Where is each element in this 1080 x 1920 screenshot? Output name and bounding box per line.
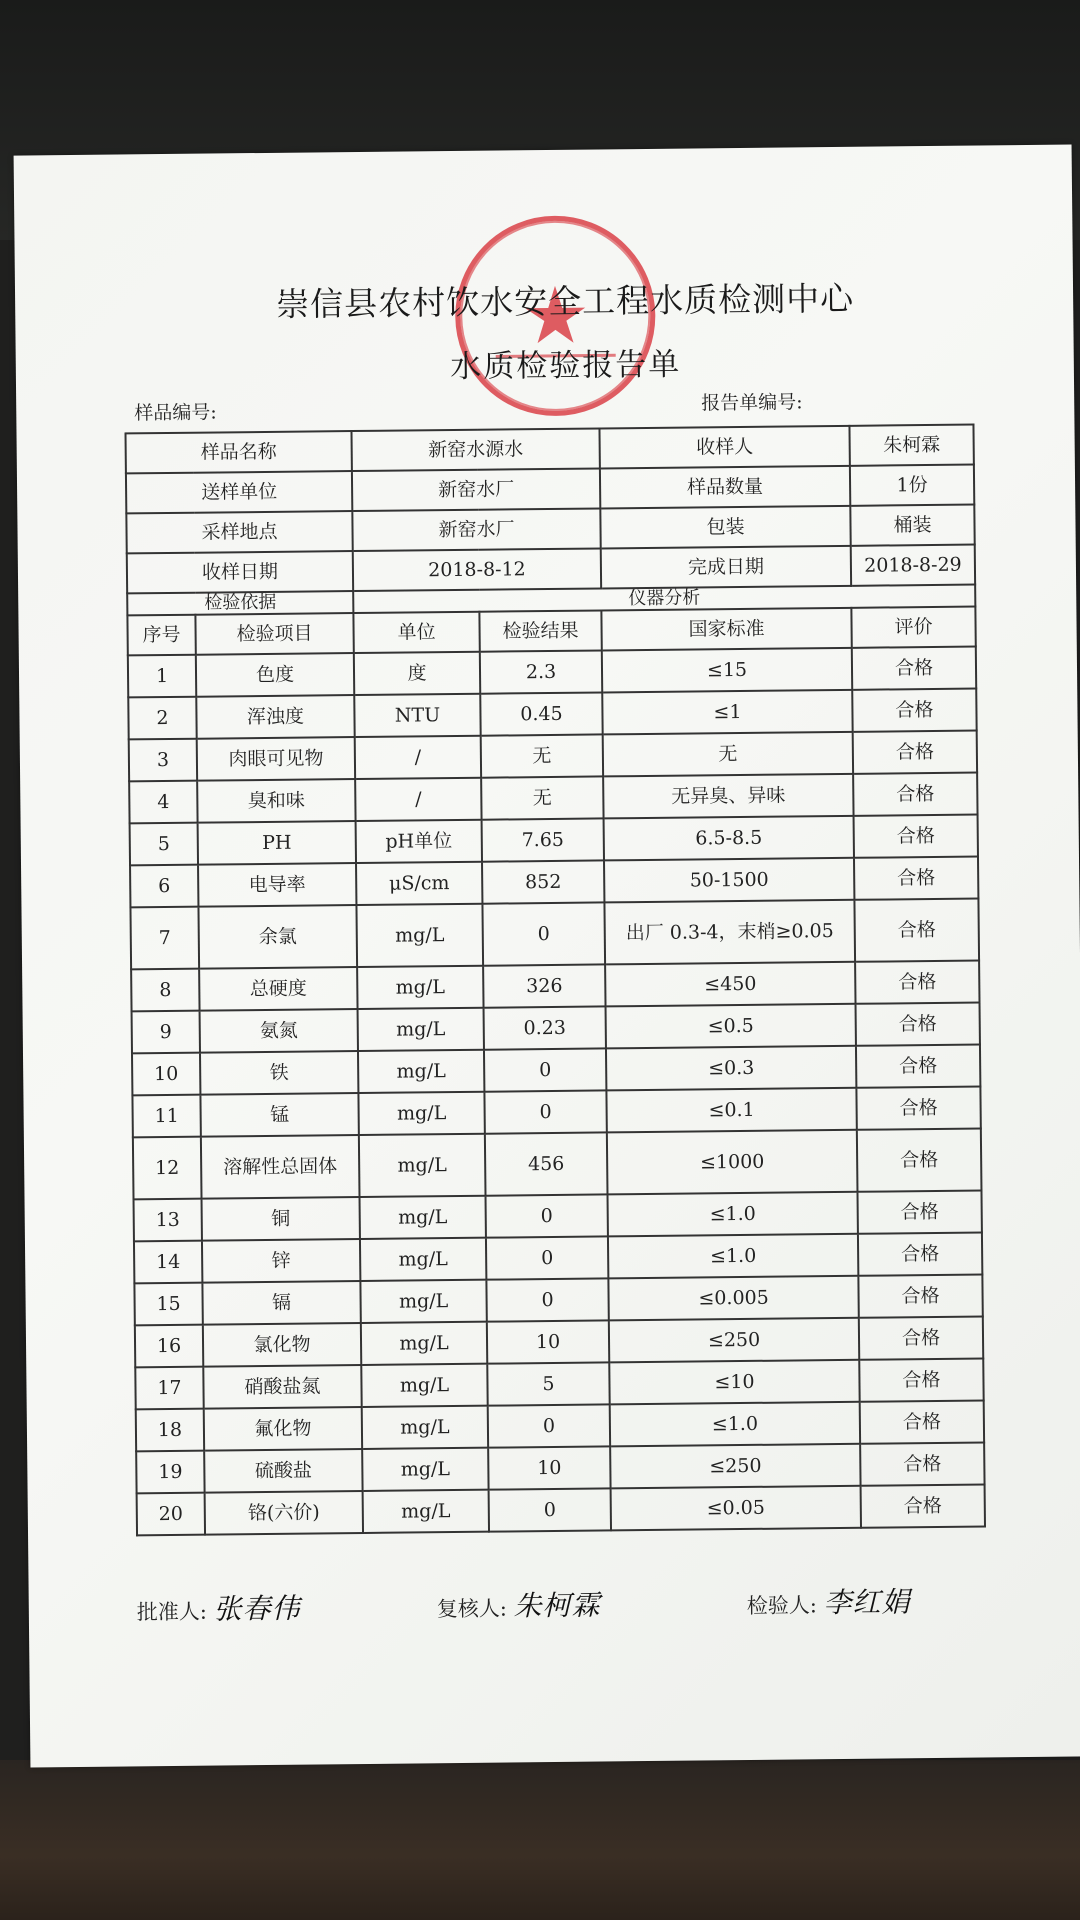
sample-no-label: 样品编号: [134,401,217,425]
col-header: 单位 [353,612,479,653]
package-label: 包装 [600,506,850,549]
result-cell: 无 [481,734,603,777]
evaluation-cell: 合格 [856,1087,980,1130]
row-number: 4 [129,781,197,824]
row-number: 8 [131,969,199,1012]
result-cell: 456 [485,1132,608,1195]
evaluation-cell: 合格 [857,1129,982,1192]
evaluation-cell: 合格 [852,689,976,732]
result-cell: 0 [486,1278,608,1321]
standard-cell: ≤0.3 [606,1046,856,1091]
quantity-value: 1份 [850,465,974,506]
standard-cell: 无异臭、异味 [603,774,853,819]
standard-cell: ≤1.0 [608,1192,858,1237]
standard-cell: ≤250 [610,1444,860,1489]
standard-cell: ≤0.1 [606,1088,856,1133]
evaluation-cell: 合格 [859,1358,983,1401]
report-sheet [14,145,1080,1768]
evaluation-cell: 合格 [853,731,977,774]
evaluation-cell: 合格 [854,857,978,900]
result-cell: 2.3 [480,650,602,693]
result-cell: 0 [484,1048,606,1091]
row-number: 3 [129,739,197,782]
reviewer-label: 复核人: [436,1596,508,1622]
evaluation-cell: 合格 [856,1045,980,1088]
row-number: 10 [132,1053,200,1096]
row-number: 1 [128,655,196,698]
document-subtitle: 水质检验报告单 [450,346,682,386]
unit-label: 送样单位 [126,471,352,513]
test-item: PH [198,821,356,865]
evaluation-cell: 合格 [861,1484,985,1527]
report-no-label: 报告单编号: [701,391,803,415]
sample-name-label: 样品名称 [126,431,352,473]
test-item: 锰 [200,1093,358,1137]
row-number: 6 [130,865,198,908]
basis-value: 仪器分析 [353,585,975,614]
unit-cell: mg/L [363,1490,489,1533]
row-number: 2 [128,697,196,740]
row-number: 20 [137,1493,205,1536]
result-cell: 10 [488,1446,610,1489]
table-row [130,899,979,970]
standard-cell: ≤1.0 [608,1234,858,1279]
basis-label: 检验依据 [127,591,353,615]
inspector-block [747,1580,911,1622]
result-cell: 326 [483,964,605,1007]
row-number: 18 [136,1409,204,1452]
row-number: 12 [133,1137,202,1200]
site-value: 新窑水厂 [352,508,600,551]
unit-cell: mg/L [362,1448,488,1491]
unit-cell: mg/L [361,1364,487,1407]
unit-cell: mg/L [358,1008,484,1051]
evaluation-cell: 合格 [858,1233,982,1276]
background-table-surface [0,1760,1080,1920]
result-cell: 0 [489,1488,611,1531]
test-item: 氨氮 [200,1009,358,1053]
unit-cell: pH单位 [356,820,482,863]
evaluation-cell: 合格 [858,1275,982,1318]
inspector-label: 检验人: [746,1593,818,1618]
reviewer-signature: 朱柯霖 [513,1588,601,1623]
evaluation-cell: 合格 [860,1442,984,1485]
recv-date-value: 2018-8-12 [353,548,601,591]
unit-value: 新窑水厂 [352,468,600,511]
site-label: 采样地点 [126,511,352,553]
row-number: 13 [134,1199,202,1242]
unit-cell: 度 [354,652,480,695]
document-title: 崇信县农村饮水安全工程水质检测中心 [275,278,855,324]
row-number: 19 [136,1451,204,1494]
col-header: 检验项目 [195,613,353,655]
evaluation-cell: 合格 [854,815,978,858]
test-item: 硝酸盐氮 [203,1365,361,1409]
done-date-label: 完成日期 [601,546,851,589]
result-cell: 7.65 [482,818,604,861]
result-cell: 0 [482,902,605,965]
standard-cell: 6.5-8.5 [604,816,854,861]
test-item: 余氯 [198,905,357,969]
unit-cell: μS/cm [356,862,482,905]
unit-cell: mg/L [362,1406,488,1449]
col-header: 检验结果 [479,610,601,651]
test-item: 氯化物 [203,1323,361,1367]
row-number: 15 [134,1283,202,1326]
unit-cell: mg/L [356,904,483,967]
standard-cell: 无 [603,732,853,777]
test-item: 铁 [200,1051,358,1095]
row-number: 16 [135,1325,203,1368]
test-item: 镉 [202,1281,360,1325]
approver-signature: 张春伟 [213,1591,301,1626]
standard-cell: ≤10 [609,1360,859,1405]
standard-cell: ≤15 [602,648,852,693]
col-header: 序号 [127,615,195,656]
evaluation-cell: 合格 [860,1400,984,1443]
row-number: 14 [134,1241,202,1284]
unit-cell: / [355,778,481,821]
standard-cell: ≤250 [609,1318,859,1363]
test-item: 浑浊度 [196,695,354,739]
standard-cell: ≤0.5 [606,1004,856,1049]
test-item: 色度 [196,653,354,697]
unit-cell: / [355,736,481,779]
evaluation-cell: 合格 [856,1003,980,1046]
result-cell: 0.45 [480,692,602,735]
test-item: 肉眼可见物 [197,737,355,781]
evaluation-cell: 合格 [854,899,979,962]
col-header: 国家标准 [601,608,851,651]
standard-cell: ≤0.005 [608,1276,858,1321]
table-row [133,1129,982,1200]
evaluation-cell: 合格 [859,1316,983,1359]
test-item: 铬(六价) [205,1491,363,1535]
result-cell: 无 [481,776,603,819]
test-item: 氟化物 [204,1407,362,1451]
unit-cell: mg/L [358,1050,484,1093]
standard-cell: ≤1000 [607,1130,858,1195]
unit-cell: mg/L [357,966,483,1009]
package-value: 桶装 [850,505,974,546]
unit-cell: NTU [354,694,480,737]
unit-cell: mg/L [360,1196,486,1239]
result-cell: 0 [486,1194,608,1237]
test-item: 电导率 [198,863,356,907]
inspection-table [124,424,986,1537]
standard-cell: 出厂 0.3-4，末梢≥0.05 [604,900,855,965]
standard-cell: 50-1500 [604,858,854,903]
table-row [137,1484,985,1535]
standard-cell: ≤1 [602,690,852,735]
evaluation-cell: 合格 [852,647,976,690]
result-cell: 0 [486,1236,608,1279]
approver-label: 批准人: [136,1599,208,1625]
result-cell: 5 [487,1362,609,1405]
evaluation-cell: 合格 [853,773,977,816]
standard-cell: ≤1.0 [610,1402,860,1447]
test-item: 臭和味 [197,779,355,823]
result-cell: 10 [487,1320,609,1363]
inspector-signature: 李红娟 [823,1585,911,1620]
unit-cell: mg/L [360,1238,486,1281]
unit-cell: mg/L [360,1280,486,1323]
sample-name-value: 新窑水源水 [352,428,600,471]
col-header: 评价 [851,607,975,648]
test-item: 铜 [202,1197,360,1241]
unit-cell: mg/L [359,1134,486,1197]
result-cell: 852 [482,860,604,903]
row-number: 5 [130,823,198,866]
row-number: 9 [132,1011,200,1054]
result-cell: 0 [484,1090,606,1133]
unit-cell: mg/L [361,1322,487,1365]
evaluation-cell: 合格 [855,961,979,1004]
approver-block [137,1587,301,1629]
unit-cell: mg/L [358,1092,484,1135]
result-cell: 0 [488,1404,610,1447]
receiver-label: 收样人 [600,426,850,469]
test-item: 溶解性总固体 [201,1135,360,1199]
recv-date-label: 收样日期 [127,551,353,593]
row-number: 11 [132,1095,200,1138]
test-item: 锌 [202,1239,360,1283]
receiver-value: 朱柯霖 [849,425,973,466]
result-cell: 0.23 [484,1006,606,1049]
standard-cell: ≤450 [605,962,855,1007]
data-rows [128,647,985,1536]
test-item: 总硬度 [199,967,357,1011]
reviewer-block [437,1584,601,1626]
test-item: 硫酸盐 [204,1449,362,1493]
evaluation-cell: 合格 [858,1191,982,1234]
quantity-label: 样品数量 [600,466,850,509]
row-number: 17 [135,1367,203,1410]
row-number: 7 [130,907,199,970]
done-date-value: 2018-8-29 [851,545,975,586]
standard-cell: ≤0.05 [611,1486,861,1531]
